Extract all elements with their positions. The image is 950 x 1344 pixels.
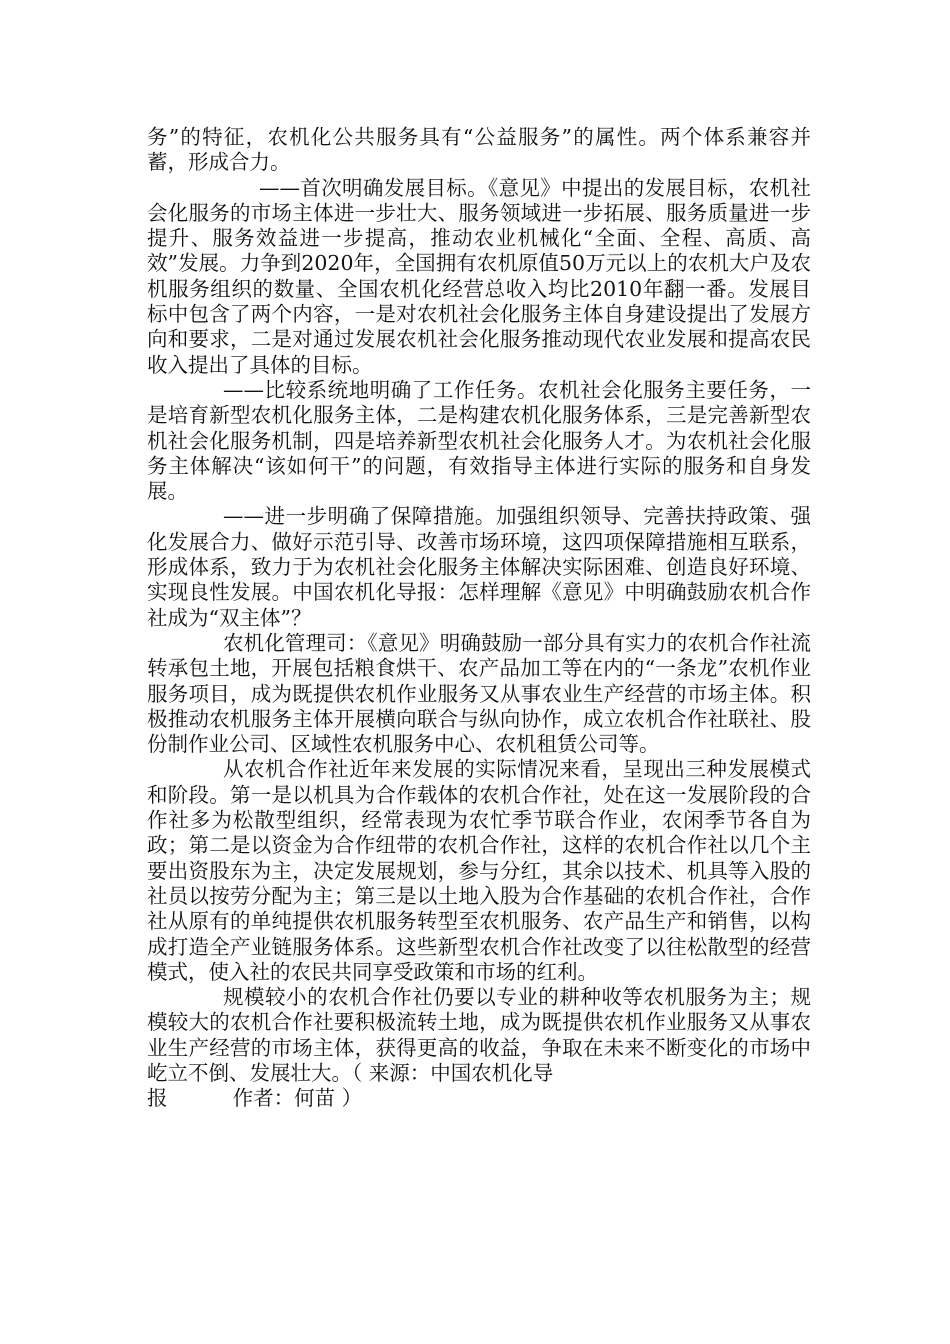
paragraph-safeguard-measures: ——进一步明确了保障措施。加强组织领导、完善扶持政策、强化发展合力、做好示范引导、改善市场环境，这四项保障措施相互联系，形成体系，致力于为农机社会化服务主体解决实际困难、创造良好环境、实现良性发展。中国农机化导报：怎样理解《意见》中明确鼓励农机合作社成为“双主体”？ [147,504,811,630]
source-attribution: 报 作者：何苗 ） [147,1086,363,1111]
paragraph-development-goals: ——首次明确发展目标。《意见》中提出的发展目标，农机社会化服务的市场主体进一步壮大、服务领域进一步拓展、服务质量进一步提升、服务效益进一步提高，推动农业机械化“全面、全程、高质、高效”发展。力争到2020年，全国拥有农机原值50万元以上的农机大户及农机服务组织的数量、全国农机化经营总收入均比2010年翻一番。发展目标中包含了两个内容，一是对农机社会化服务主体自身建设提出了发展方向和要求，二是对通过发展农机社会化服务推动现代农业发展和提高农民收入提出了具体的目标。 [147,175,811,377]
paragraph-work-tasks: ——比较系统地明确了工作任务。农机社会化服务主要任务，一是培育新型农机化服务主体，二是构建农机化服务体系，三是完善新型农机社会化服务机制，四是培养新型农机社会化服务人才。为农机社会化服务主体解决“该如何干”的问题，有效指导主体进行实际的服务和自身发展。 [147,377,811,504]
paragraph-conclusion: 规模较小的农机合作社仍要以专业的耕种收等农机服务为主；规模较大的农机合作社要积极流转土地，成为既提供农机作业服务又从事农业生产经营的市场主体，获得更高的收益，争取在未来不断变化的市场中屹立不倒、发展壮大。（ 来源：中国农机化导 [147,985,811,1085]
paragraph-continued: 务”的特征，农机化公共服务具有“公益服务”的属性。两个体系兼容并蓄，形成合力。 [147,125,811,175]
paragraph-dual-subject: 农机化管理司：《意见》明确鼓励一部分具有实力的农机合作社流转承包土地，开展包括粮食烘干、农产品加工等在内的“一条龙”农机作业服务项目，成为既提供农机作业服务又从事农业生产经营的市场主体。积极推动农机服务主体开展横向联合与纵向协作，成立农机合作社联社、股份制作业公司、区域性农机服务中心、农机租赁公司等。 [147,630,811,757]
paragraph-development-modes: 从农机合作社近年来发展的实际情况来看，呈现出三种发展模式和阶段。第一是以机具为合作载体的农机合作社，处在这一发展阶段的合作社多为松散型组织，经常表现为农忙季节联合作业，农闲季节各自为政；第二是以资金为合作纽带的农机合作社，这样的农机合作社以几个主要出资股东为主，决定发展规划，参与分红，其余以技术、机具等入股的社员以按劳分配为主；第三是以土地入股为合作基础的农机合作社，合作社从原有的单纯提供农机服务转型至农机服务、农产品生产和销售，以构成打造全产业链服务体系。这些新型农机合作社改变了以往松散型的经营模式，使入社的农民共同享受政策和市场的红利。 [147,757,811,984]
article-body [147,125,811,1112]
